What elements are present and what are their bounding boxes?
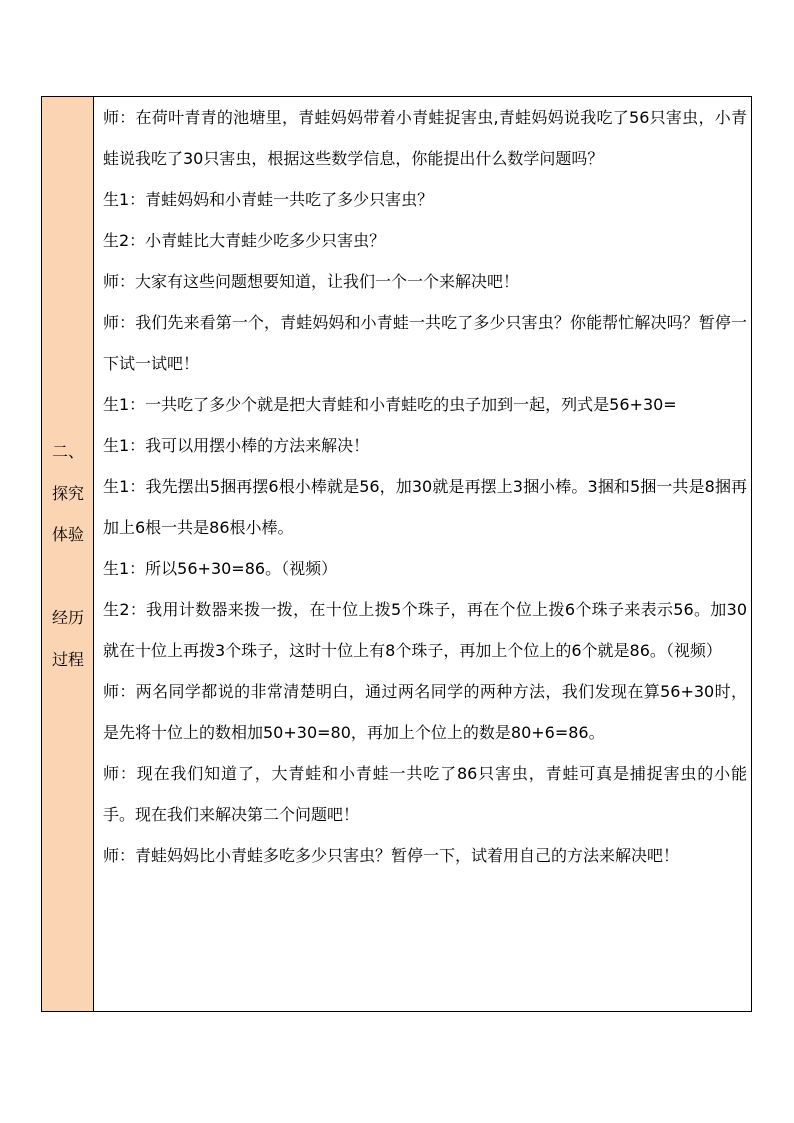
dialogue-paragraph: 生1：我可以用摆小棒的方法来解决！: [103, 436, 370, 455]
dialogue-paragraph: 生2：小青蛙比大青蛙少吃多少只害虫？: [103, 231, 386, 250]
stage-label-line-1: 二、: [51, 442, 84, 461]
stage-column: [42, 97, 94, 1011]
dialogue-paragraph: 师：在荷叶青青的池塘里，青蛙妈妈带着小青蛙捉害虫,青蛙妈妈说我吃了56只害虫，小青蛙说我吃了30只害虫，根据这些数学信息，你能提出什么数学问题吗？: [103, 108, 747, 168]
stage-label-line-5: 过程: [51, 650, 84, 669]
stage-label-line-4: 经历: [51, 608, 84, 627]
dialogue-paragraph: 生1：一共吃了多少个就是把大青蛙和小青蛙吃的虫子加到一起，列式是56+30=: [103, 395, 677, 414]
dialogue-paragraph: 生1：我先摆出5捆再摆6根小棒就是56，加30就是再摆上3捆小棒。3捆和5捆一共是8捆再加上6根一共是86根小棒。: [103, 477, 747, 537]
dialogue-column: [94, 97, 751, 1011]
stage-label-line-2: 探究: [51, 484, 84, 503]
dialogue-paragraph: 师：大家有这些问题想要知道，让我们一个一个来解决吧！: [103, 272, 520, 291]
dialogue-paragraph: 生1：青蛙妈妈和小青蛙一共吃了多少只害虫？: [103, 190, 434, 209]
dialogue-paragraph: 生2：我用计数器来拨一拨，在十位上拨5个珠子，再在个位上拨6个珠子来表示56。加30就在十位上再拨3个珠子，这时十位上有8个珠子，再加上个位上的6个就是86。（视频）: [103, 600, 747, 660]
dialogue-paragraph: 生1：所以56+30=86。（视频）: [103, 559, 338, 578]
stage-label-line-3: 体验: [51, 525, 84, 544]
lesson-table: [41, 96, 752, 1012]
dialogue-paragraph: 师：青蛙妈妈比小青蛙多吃多少只害虫？暂停一下，试着用自己的方法来解决吧！: [103, 846, 680, 865]
dialogue-paragraph: 师：现在我们知道了，大青蛙和小青蛙一共吃了86只害虫，青蛙可真是捕捉害虫的小能手。现在我们来解决第二个问题吧！: [103, 764, 747, 824]
dialogue-paragraph: 师：我们先来看第一个，青蛙妈妈和小青蛙一共吃了多少只害虫？你能帮忙解决吗？暂停一下试一试吧！: [103, 313, 747, 373]
dialogue-paragraph: 师：两名同学都说的非常清楚明白，通过两名同学的两种方法，我们发现在算56+30时，是先将十位上的数相加50+30=80，再加上个位上的数是80+6=86。: [103, 682, 747, 742]
